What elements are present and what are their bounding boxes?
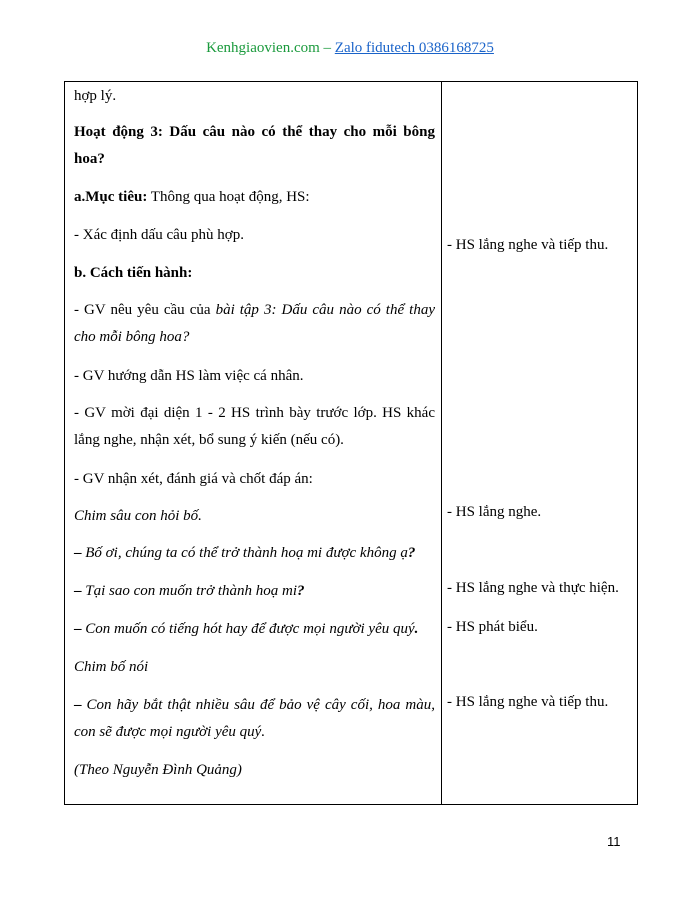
- story-line-4: – Con muốn có tiếng hót hay để được mọi người yêu quý.: [74, 621, 419, 637]
- objective-text: Thông qua hoạt động, HS:: [147, 189, 310, 205]
- header-separator: –: [319, 40, 335, 56]
- page-number: 11: [607, 834, 621, 849]
- story-line-5: Chim bố nói: [74, 659, 149, 675]
- objective-label: a.Mục tiêu:: [74, 189, 148, 205]
- story-source: (Theo Nguyễn Đình Quảng): [74, 762, 242, 778]
- story-line-2: – Bố ơi, chúng ta có thể trở thành hoạ mi được không ạ?: [74, 545, 416, 561]
- student-response-4: - HS phát biểu.: [447, 619, 538, 635]
- procedure-label: b. Cách tiến hành:: [74, 265, 193, 281]
- story-line-3: – Tại sao con muốn trở thành hoạ mi?: [74, 583, 305, 599]
- step-1: - GV nêu yêu cầu của bài tập 3: Dấu câu nào có thể thay cho mỗi bông hoa?: [74, 302, 435, 345]
- story-line-6: – Con hãy bắt thật nhiều sâu để bảo vệ cây cối, hoa màu, con sẽ được mọi người yêu quý.: [74, 697, 435, 740]
- objective-item: - Xác định dấu câu phù hợp.: [74, 227, 244, 243]
- student-response-3: - HS lắng nghe và thực hiện.: [447, 580, 619, 596]
- lesson-table: [64, 81, 638, 805]
- column-divider: [441, 82, 442, 804]
- step-2: - GV hướng dẫn HS làm việc cá nhân.: [74, 368, 304, 384]
- header-contact-link[interactable]: Zalo fidutech 0386168725: [334, 40, 494, 56]
- student-response-5: - HS lắng nghe và tiếp thu.: [447, 694, 609, 710]
- objective: [74, 184, 435, 211]
- header-site: Kenhgiaovien.com: [206, 40, 320, 56]
- page-header: [0, 40, 700, 57]
- activity-title: Hoạt động 3: Dấu câu nào có thể thay cho mỗi bông hoa?: [74, 124, 435, 167]
- student-response-1: - HS lắng nghe và tiếp thu.: [447, 237, 609, 253]
- step-3: - GV mời đại diện 1 - 2 HS trình bày trước lớp. HS khác lắng nghe, nhận xét, bổ sung ý kiến (nếu có).: [74, 405, 435, 448]
- continued-text: hợp lý.: [74, 88, 117, 104]
- step-4: - GV nhận xét, đánh giá và chốt đáp án:: [74, 471, 313, 487]
- student-response-2: - HS lắng nghe.: [447, 504, 542, 520]
- story-line-1: Chim sâu con hỏi bố.: [74, 508, 202, 524]
